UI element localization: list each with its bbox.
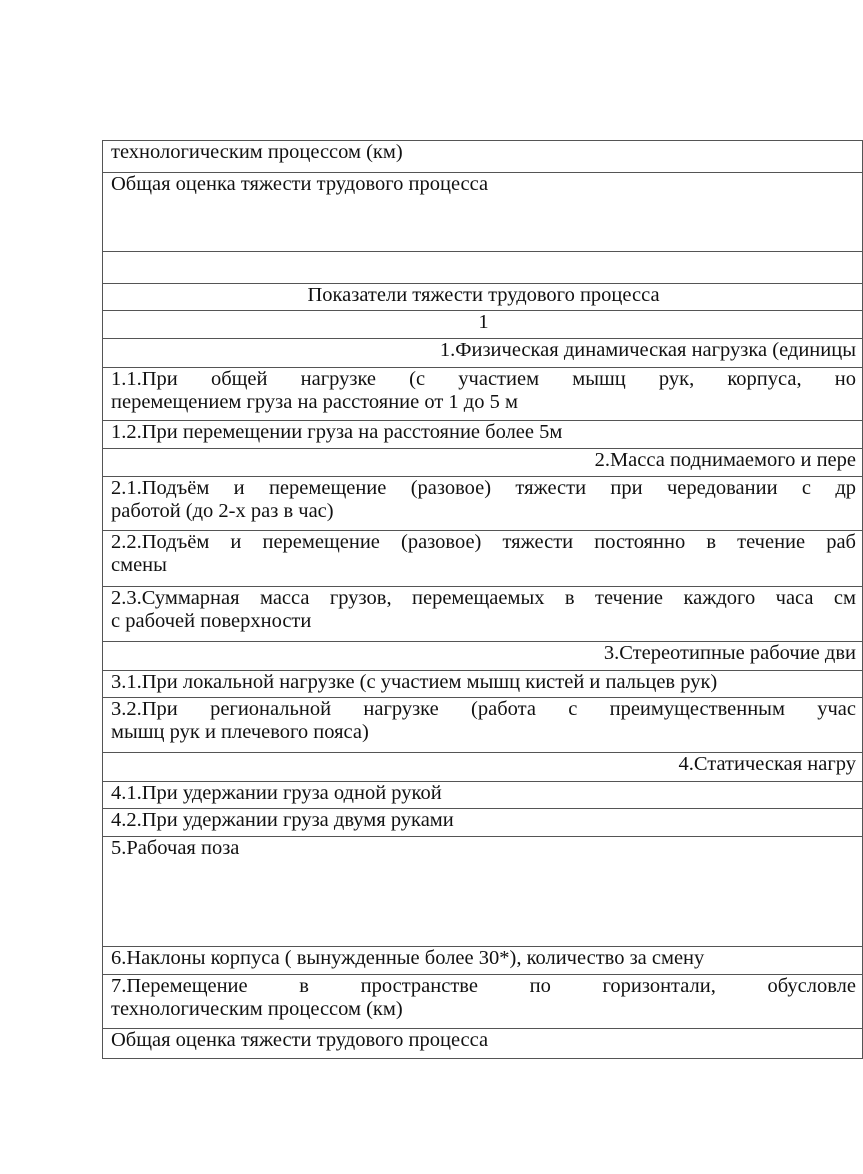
table-cell [103, 311, 863, 339]
table-row [103, 782, 863, 809]
table-row [103, 809, 863, 837]
table-cell: 2.1.Подъём и перемещение (разовое) тяжести при чередовании с др работой (до 2-х раз в час) [103, 477, 863, 531]
table-row [103, 642, 863, 671]
table-cell [103, 339, 863, 368]
table-row [103, 477, 863, 531]
table-cell [103, 753, 863, 782]
table-row [103, 837, 863, 947]
table-row [103, 368, 863, 421]
cell-text: технологическим процессом (км) [111, 141, 403, 163]
table-row [103, 449, 863, 477]
table-row [103, 284, 863, 311]
table-cell: 2.2.Подъём и перемещение (разовое) тяжести постоянно в течение раб смены [103, 531, 863, 587]
table-cell: 2.3.Суммарная масса грузов, перемещаемых в течение каждого часа см с рабочей поверхности [103, 587, 863, 642]
table-row [103, 975, 863, 1029]
table-row [103, 311, 863, 339]
hazard-assessment-table [102, 140, 863, 1059]
table-row [103, 141, 863, 173]
column-number: 1 [478, 311, 489, 333]
table-cell [103, 1029, 863, 1059]
table-row [103, 587, 863, 642]
table-cell: 7.Перемещение в пространстве по горизонтали, обусловле технологическим процессом (км) [103, 975, 863, 1029]
table-cell: 3.1.При локальной нагрузке (с участием мышц кистей и пальцев рук) [103, 671, 863, 698]
group-heading: 4.Статическая нагру [678, 753, 856, 775]
table-row [103, 753, 863, 782]
table-cell: 1.2.При перемещении груза на расстояние более 5м [103, 421, 863, 449]
table-cell [103, 642, 863, 671]
table-cell: 4.2.При удержании груза двумя руками [103, 809, 863, 837]
table-cell: 3.2.При региональной нагрузке (работа с преимущественным учас мышц рук и плечевого пояса) [103, 698, 863, 753]
group-heading: 3.Стереотипные рабочие дви [603, 642, 856, 664]
table-cell [103, 141, 863, 173]
empty-cell [103, 252, 863, 284]
table-cell [103, 284, 863, 311]
table-cell: 1.1.При общей нагрузке (с участием мышц рук, корпуса, но перемещением груза на расстояние от 1 до 5 м [103, 368, 863, 421]
table-cell [103, 449, 863, 477]
table-cell [103, 173, 863, 252]
table-cell: 5.Рабочая поза [103, 837, 863, 947]
overall-assessment-label: Общая оценка тяжести трудового процесса [111, 173, 489, 195]
table-row [103, 252, 863, 284]
table-row [103, 698, 863, 753]
table-row [103, 1029, 863, 1059]
table-row [103, 421, 863, 449]
group-heading: 1.Физическая динамическая нагрузка (единицы [439, 339, 856, 361]
table-row [103, 531, 863, 587]
table-row [103, 339, 863, 368]
table-cell: 6.Наклоны корпуса ( вынужденные более 30*), количество за смену [103, 947, 863, 975]
table-row [103, 947, 863, 975]
table-cell: 4.1.При удержании груза одной рукой [103, 782, 863, 809]
overall-assessment-label: Общая оценка тяжести трудового процесса [111, 1029, 489, 1051]
table-row [103, 173, 863, 252]
group-heading: 2.Масса поднимаемого и пере [594, 449, 856, 471]
table-row [103, 671, 863, 698]
section-header: Показатели тяжести трудового процесса [307, 284, 660, 306]
